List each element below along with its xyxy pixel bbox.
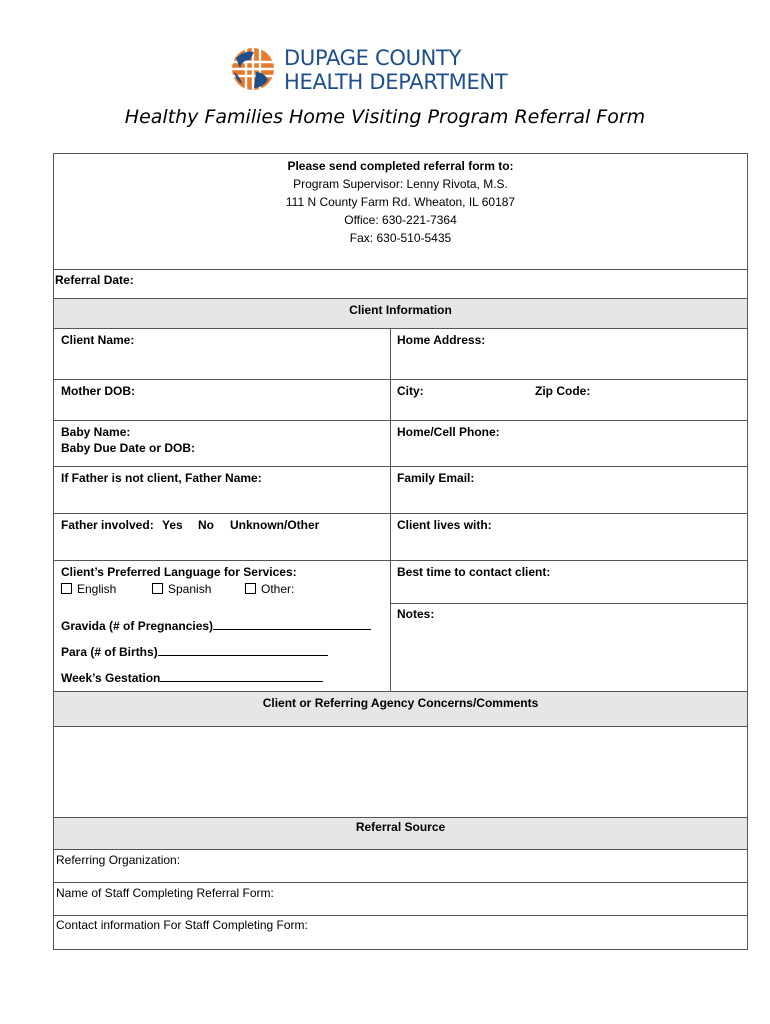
fax-line: Fax: 630-510-5435 — [349, 231, 452, 245]
referral-form — [53, 153, 748, 950]
notes-label: Notes: — [397, 607, 435, 621]
referral-date-label: Referral Date: — [55, 273, 134, 287]
lang-spanish-label: Spanish — [168, 582, 212, 596]
zip-code-label: Zip Code: — [535, 384, 591, 398]
client-info-heading: Client Information — [349, 303, 452, 317]
client-name-label: Client Name: — [61, 333, 135, 347]
supervisor-line: Program Supervisor: Lenny Rivota, M.S. — [293, 177, 508, 191]
gestation-row — [61, 669, 323, 686]
client-lives-with-label: Client lives with: — [397, 518, 492, 532]
father-involved-label: Father involved: — [61, 518, 154, 532]
city-label: City: — [397, 384, 424, 398]
weeks-gestation-label: Week’s Gestation — [61, 671, 161, 685]
lang-english-checkbox[interactable] — [61, 581, 116, 597]
checkbox-icon — [61, 583, 72, 594]
staff-name-label: Name of Staff Completing Referral Form: — [56, 886, 274, 900]
checkbox-icon — [245, 583, 256, 594]
mother-dob-label: Mother DOB: — [61, 384, 135, 398]
baby-due-label: Baby Due Date or DOB: — [61, 441, 196, 455]
concerns-heading: Client or Referring Agency Concerns/Comments — [262, 696, 539, 710]
family-email-label: Family Email: — [397, 471, 475, 485]
lang-other-checkbox[interactable] — [245, 581, 294, 597]
gravida-label: Gravida (# of Pregnancies) — [61, 619, 214, 633]
address-line: 111 N County Farm Rd. Wheaton, IL 60187 — [285, 195, 516, 209]
father-yes-option[interactable]: Yes — [162, 518, 183, 532]
org-name-line2: HEALTH DEPARTMENT — [284, 70, 508, 94]
father-name-label: If Father is not client, Father Name: — [61, 471, 262, 485]
referral-date-field[interactable] — [134, 271, 734, 293]
lang-spanish-checkbox[interactable] — [152, 581, 211, 597]
best-time-label: Best time to contact client: — [397, 565, 551, 579]
para-row — [61, 643, 328, 660]
checkbox-icon — [152, 583, 163, 594]
referring-organization-label: Referring Organization: — [56, 853, 181, 867]
org-name — [284, 46, 507, 94]
form-title: Healthy Families Home Visiting Program Referral Form — [124, 106, 646, 128]
concerns-comments-field[interactable] — [56, 728, 744, 816]
father-unknown-option[interactable]: Unknown/Other — [230, 518, 320, 532]
contact-info-label: Contact information For Staff Completing Form: — [56, 918, 308, 932]
lang-english-label: English — [77, 582, 117, 596]
home-cell-phone-label: Home/Cell Phone: — [397, 425, 500, 439]
gravida-row — [61, 617, 371, 634]
para-field[interactable] — [158, 643, 328, 656]
gestation-field[interactable] — [160, 669, 323, 682]
org-name-line1: DUPAGE COUNTY — [284, 46, 462, 70]
lang-other-label: Other: — [261, 582, 295, 596]
preferred-language-label: Client’s Preferred Language for Services: — [61, 565, 297, 579]
father-no-option[interactable]: No — [198, 518, 214, 532]
logo — [230, 44, 550, 102]
globe-logo-icon — [230, 46, 276, 92]
referral-source-heading: Referral Source — [355, 820, 446, 834]
office-line: Office: 630-221-7364 — [344, 213, 457, 227]
baby-name-label: Baby Name: — [61, 425, 131, 439]
send-to-heading: Please send completed referral form to: — [287, 159, 514, 173]
home-address-label: Home Address: — [397, 333, 486, 347]
gravida-field[interactable] — [213, 617, 371, 630]
para-label: Para (# of Births) — [61, 645, 158, 659]
